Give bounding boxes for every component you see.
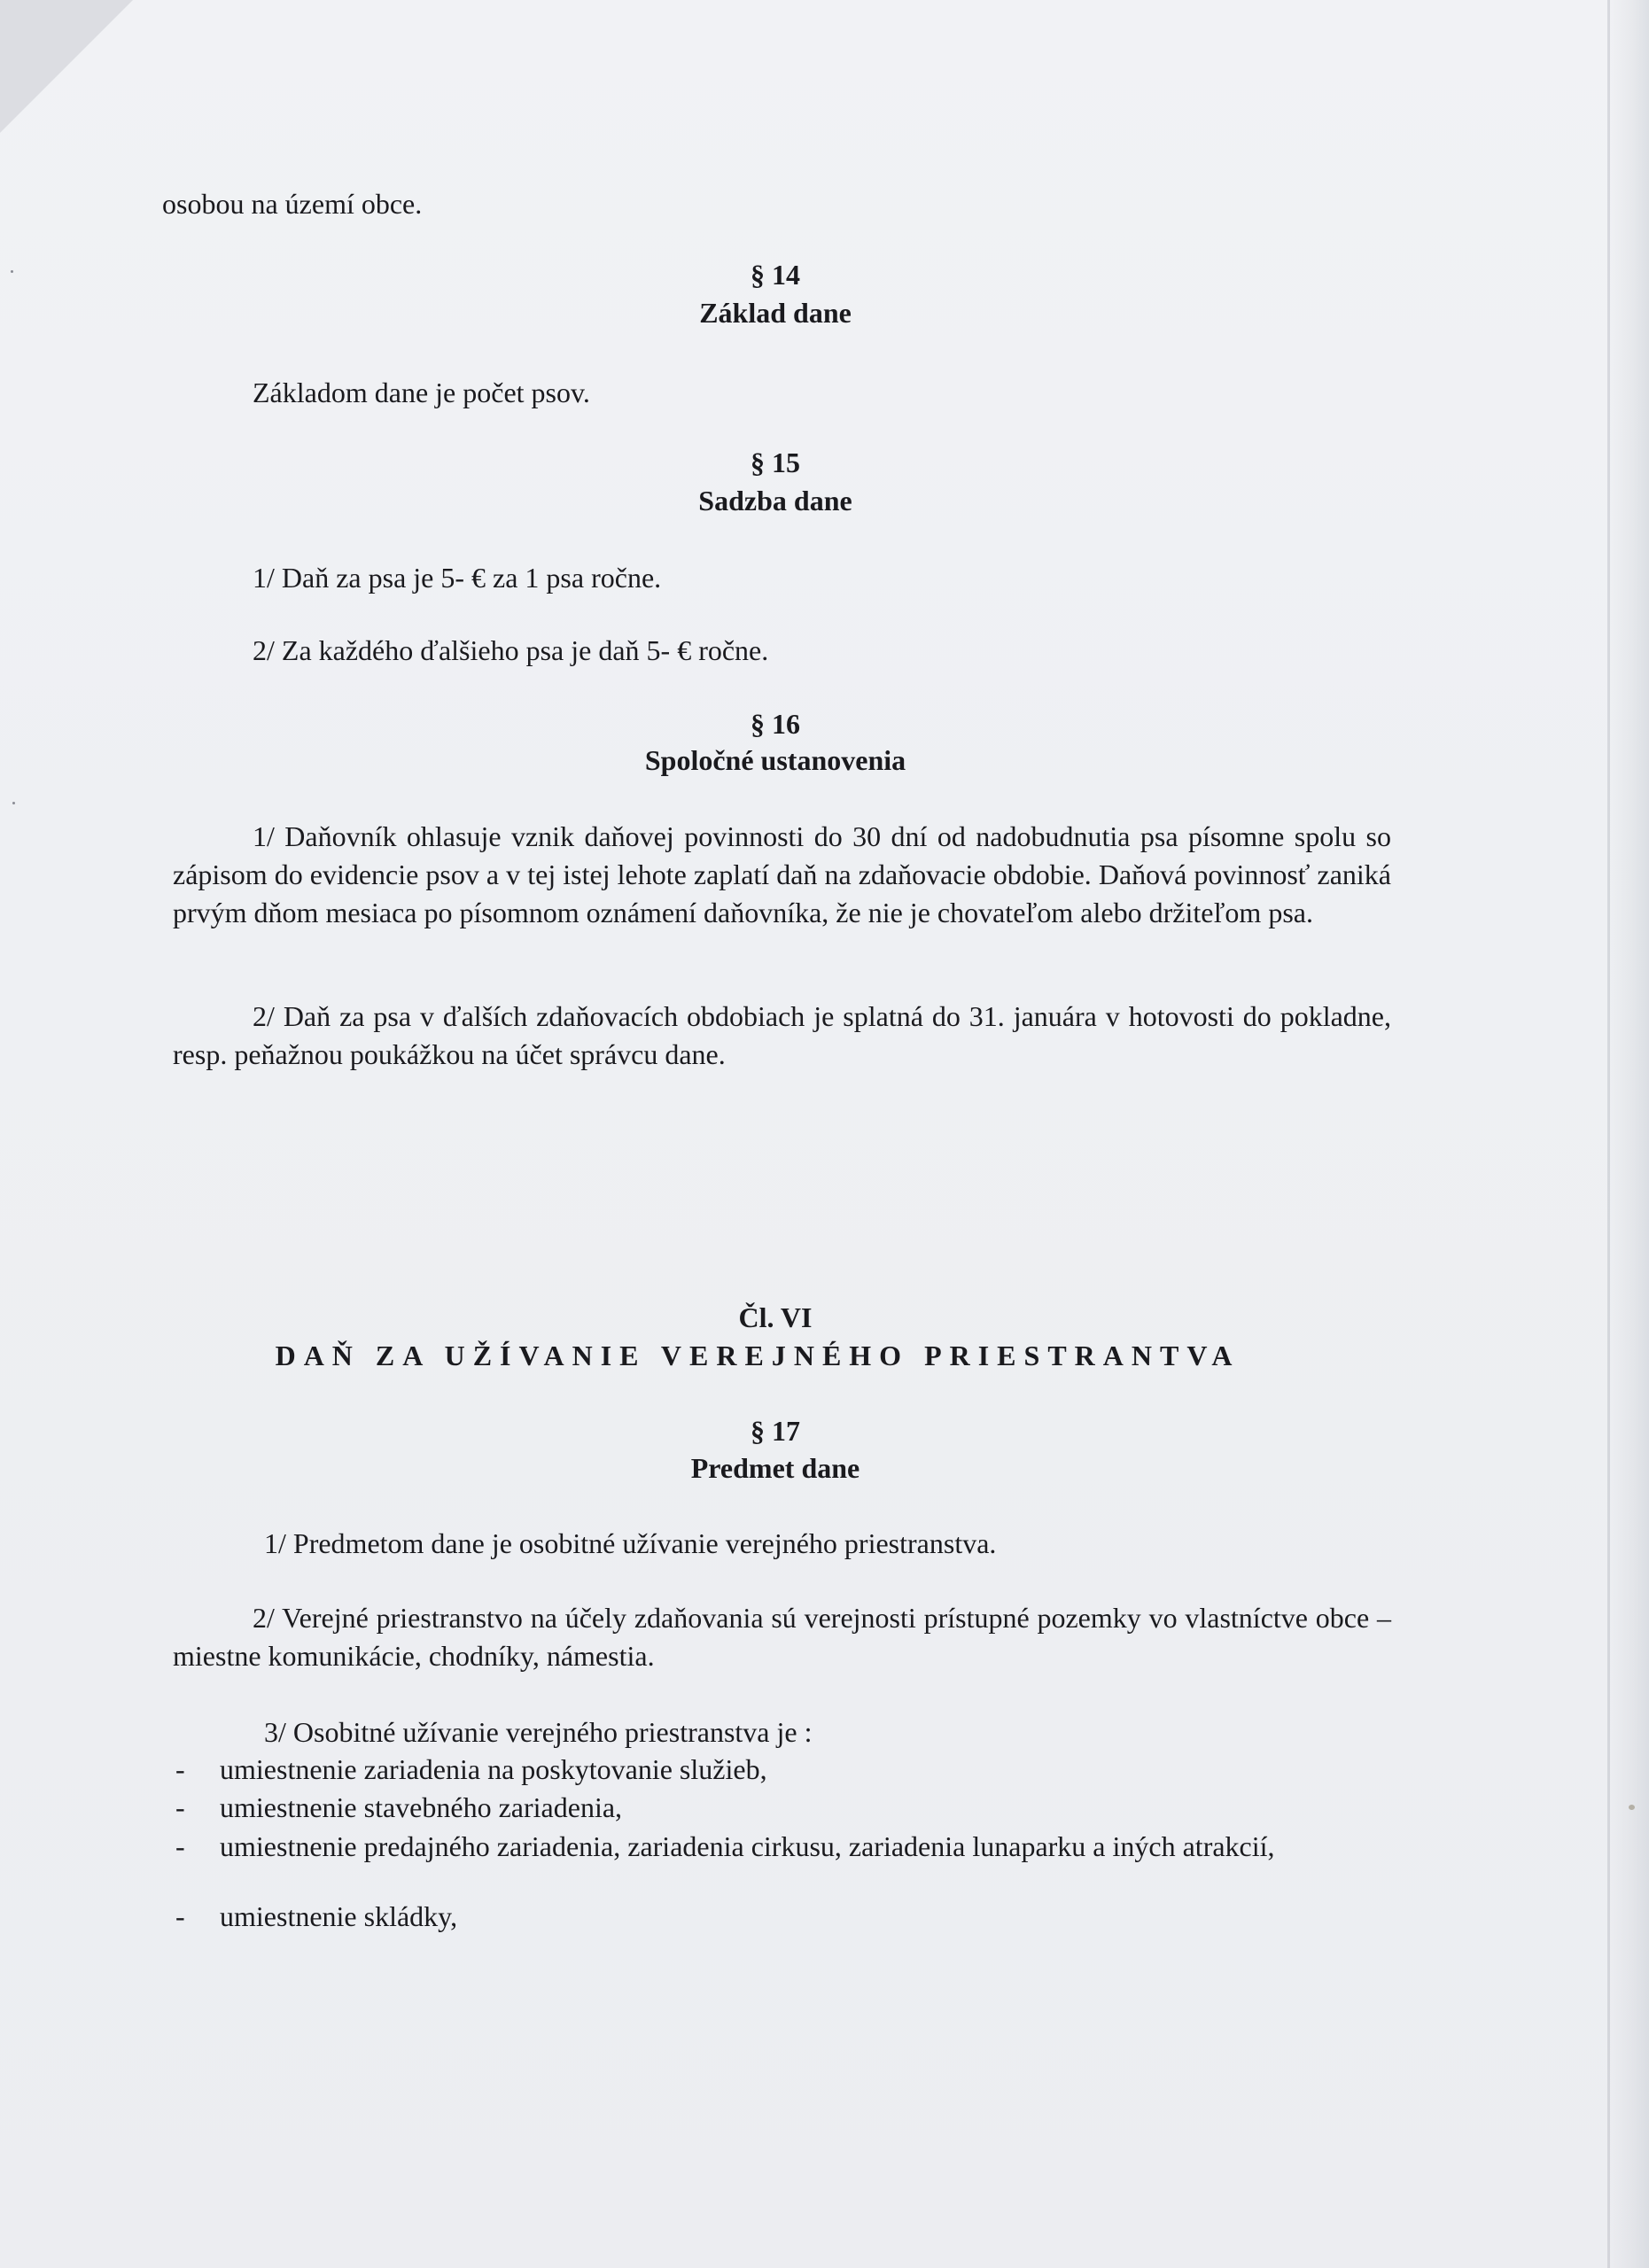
section-16-title: Spoločné ustanovenia: [644, 744, 906, 776]
page-edge-line: [1607, 0, 1610, 2268]
section-16-number: § 16: [751, 708, 800, 740]
scan-speck: [12, 802, 15, 804]
list-bullet: -: [175, 1830, 185, 1862]
list-item: [175, 1828, 1394, 1866]
section-17-paragraph-3: 3/ Osobitné užívanie verejného priestranstva je :: [264, 1716, 813, 1748]
section-17-paragraph-1: 1/ Predmetom dane je osobitné užívanie verejného priestranstva.: [264, 1527, 997, 1559]
folded-corner: [0, 0, 133, 133]
article-label: Čl. VI: [738, 1301, 813, 1333]
section-16-paragraph-1: 1/ Daňovník ohlasuje vznik daňovej povinnosti do 30 dní od nadobudnutia psa písomne spolu so zápisom do evidencie psov a v tej istej lehote zaplatí daň na zdaňovacie obdobie. Daňová povinnosť zaniká prvým dňom mesiaca po písomnom oznámení daňovníka, že nie je chovateľom alebo držiteľom psa.: [173, 820, 1391, 928]
page-edge-shadow: [1608, 0, 1649, 2268]
section-16-paragraph-2: 2/ Daň za psa v ďalších zdaňovacích obdobiach je splatná do 31. januára v hotovosti do pokladne, resp. peňažnou poukážkou na účet správcu dane.: [173, 1000, 1391, 1070]
section-15-paragraph-2: 2/ Za každého ďalšieho psa je daň 5- € ročne.: [253, 634, 769, 666]
list-bullet: -: [175, 1753, 185, 1785]
section-14-paragraph: Základom dane je počet psov.: [253, 377, 590, 408]
continuation-line: osobou na území obce.: [162, 188, 423, 220]
list-item-text: umiestnenie predajného zariadenia, zariadenia cirkusu, zariadenia lunaparku a iných atrakcií,: [220, 1830, 1275, 1862]
list-item-text: umiestnenie zariadenia na poskytovanie služieb,: [220, 1753, 767, 1785]
list-bullet: -: [175, 1900, 185, 1932]
section-14-number: § 14: [751, 259, 800, 291]
section-17-paragraph-2: 2/ Verejné priestranstvo na účely zdaňovania sú verejnosti prístupné pozemky vo vlastníctve obce – miestne komunikácie, chodníky, námestia.: [173, 1602, 1391, 1672]
section-14-title: Základ dane: [699, 297, 852, 329]
scan-speck: [11, 270, 13, 273]
list-bullet: -: [175, 1791, 185, 1823]
section-15-title: Sadzba dane: [698, 485, 852, 517]
list-item: [175, 1751, 1394, 1787]
section-15-paragraph-1: 1/ Daň za psa je 5- € za 1 psa ročne.: [253, 562, 662, 594]
list-item-text: umiestnenie skládky,: [220, 1900, 458, 1932]
list-item: [175, 1790, 1394, 1825]
section-17-number: § 17: [751, 1415, 800, 1447]
section-17-title: Predmet dane: [690, 1452, 860, 1484]
article-title: DAŇ ZA UŽÍVANIE VEREJNÉHO PRIESTRANTVA: [275, 1340, 1241, 1371]
section-15-number: § 15: [751, 447, 800, 478]
list-item: [175, 1899, 1394, 1934]
scan-speck: [1629, 1805, 1635, 1810]
list-item-text: umiestnenie stavebného zariadenia,: [220, 1791, 623, 1823]
